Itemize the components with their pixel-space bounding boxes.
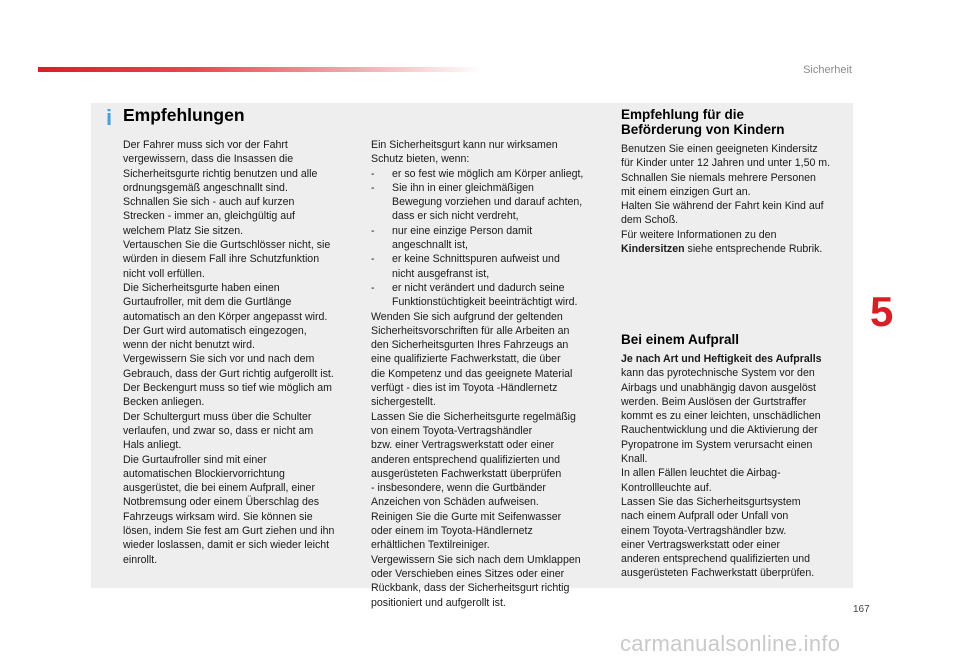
list-dash: -	[371, 253, 375, 266]
list-item	[371, 181, 603, 224]
list-item	[371, 281, 603, 310]
list-dash: -	[371, 167, 375, 180]
list-item-text: er keine Schnittspuren aufweist und nicht ausgefranst ist,	[392, 253, 560, 280]
list-dash: -	[371, 224, 375, 237]
page-number: 167	[853, 604, 870, 615]
column-2-text: Wenden Sie sich aufgrund der geltenden Sicherheitsvorschriften für alle Arbeiten an den Sicherheitsgurten Ihres Fahrzeugs an eine qualifizierte Fachwerkstatt, die über die Kompetenz und das geeignete Material verfügt - dies ist im Toyota -Händlernetz sichergestellt. Lassen Sie die Sicherheitsgurte regelmäßig von einem Toyota-Vertragshändler bzw. einer Vertragswerkstatt oder einer anderen entsprechend qualifizierten und ausgerüsteten Fachwerkstatt überprüfen - insbesondere, wenn die Gurtbänder Anzeichen von Schäden aufweisen. Reinigen Sie die Gurte mit Seifenwasser oder einem im Toyota-Händlernetz erhältlichen Textilreiniger. Vergewissern Sie sich nach dem Umklappen oder Verschieben eines Sitzes oder einer Rückbank, dass der Sicherheitsgurt richtig positioniert und aufgerollt ist.	[371, 310, 581, 609]
list-item-text: nur eine einzige Person damit angeschnallt ist,	[392, 224, 533, 252]
list-item-text: Sie ihn in einer gleichmäßigen Bewegung vorziehen und darauf achten, dass er sich nicht verdreht,	[392, 181, 583, 223]
crash-text: kann das pyrotechnische System vor den Airbags und unabhängig davon ausgelöst werden. Beim Auslösen der Gurtstraffer kommt es zu einer leichten, unschädlichen Rauchentwicklung und die Aktivierung der Pyropatrone im System verursacht einen Knall. In allen Fällen leuchtet die Airbag- Kontrollleuchte auf. Lassen Sie das Sicherheitsgurtsystem nach einem Aufprall oder Unfall von einem Toyota-Vertragshändler bzw. einer Vertragswerkstatt oder einer anderen entsprechend qualifizierten und ausgerüsteten Fachwerkstatt überprüfen.	[621, 367, 821, 580]
list-dash: -	[371, 181, 375, 194]
children-bold-term: Kindersitzen	[621, 243, 685, 256]
list-item	[371, 252, 603, 281]
list-item	[371, 224, 603, 253]
children-trailing-text: siehe entsprechende Rubrik.	[684, 243, 823, 256]
crash-bold-lead: Je nach Art und Heftigkeit des Aufpralls	[621, 353, 822, 365]
chapter-number: 5	[870, 288, 894, 335]
header-accent-bar	[38, 67, 483, 72]
info-icon: i	[105, 105, 113, 130]
column-2-intro: Ein Sicherheitsgurt kann nur wirksamen Schutz bieten, wenn:	[371, 139, 558, 166]
children-section-text	[621, 142, 849, 256]
column-2	[371, 138, 603, 610]
crash-section-text	[621, 352, 849, 581]
crash-section-title: Bei einem Aufprall	[621, 332, 740, 347]
crash-section	[621, 352, 849, 581]
list-dash: -	[371, 281, 375, 294]
children-section	[621, 142, 849, 256]
page-title: Empfehlungen	[123, 105, 245, 125]
section-title: Sicherheit	[803, 64, 852, 76]
list-item	[371, 167, 603, 181]
children-text: Benutzen Sie einen geeigneten Kindersitz für Kinder unter 12 Jahren und unter 1,50 m. Schnallen Sie niemals mehrere Personen mit einem einzigen Gurt an. Halten Sie während der Fahrt kein Kind auf dem Schoß. Für weitere Informationen zu den	[621, 143, 831, 241]
list-item-text: er nicht verändert und dadurch seine Funktionstüchtigkeit beeinträchtigt wird.	[392, 281, 578, 309]
column-1-text: Der Fahrer muss sich vor der Fahrt vergewissern, dass die Insassen die Sicherheitsgurte richtig benutzen und alle ordnungsgemäß angeschnallt sind. Schnallen Sie sich - auch auf kurzen Strecken - immer an, gleichgültig auf welchem Platz Sie sitzen. Vertauschen Sie die Gurtschlösser nicht, sie würden in diesem Fall ihre Schutzfunktion nicht voll erfüllen. Die Sicherheitsgurte haben einen Gurtaufroller, mit dem die Gurtlänge automatisch an den Körper angepasst wird. Der Gurt wird automatisch eingezogen, wenn der nicht benutzt wird. Vergewissern Sie sich vor und nach dem Gebrauch, dass der Gurt richtig aufgerollt ist. Der Beckengurt muss so tief wie möglich am Becken anliegen. Der Schultergurt muss über die Schulter verlaufen, und zwar so, dass er nicht am Hals anliegt. Die Gurtaufroller sind mit einer automatischen Blockiervorrichtung ausgerüstet, die bei einem Aufprall, einer Notbremsung oder einem Überschlag des Fahrzeugs wirksam wird. Sie können sie lösen, indem Sie fest am Gurt ziehen und ihn wieder loslassen, damit er sich wieder leicht einrollt.	[123, 139, 335, 566]
column-1	[123, 138, 355, 567]
children-section-title: Empfehlung für die Beförderung von Kindern	[621, 107, 785, 137]
list-item-text: er so fest wie möglich am Körper anliegt,	[392, 167, 584, 180]
watermark: carmanualsonline.info	[620, 631, 841, 656]
conditions-list	[371, 167, 603, 310]
